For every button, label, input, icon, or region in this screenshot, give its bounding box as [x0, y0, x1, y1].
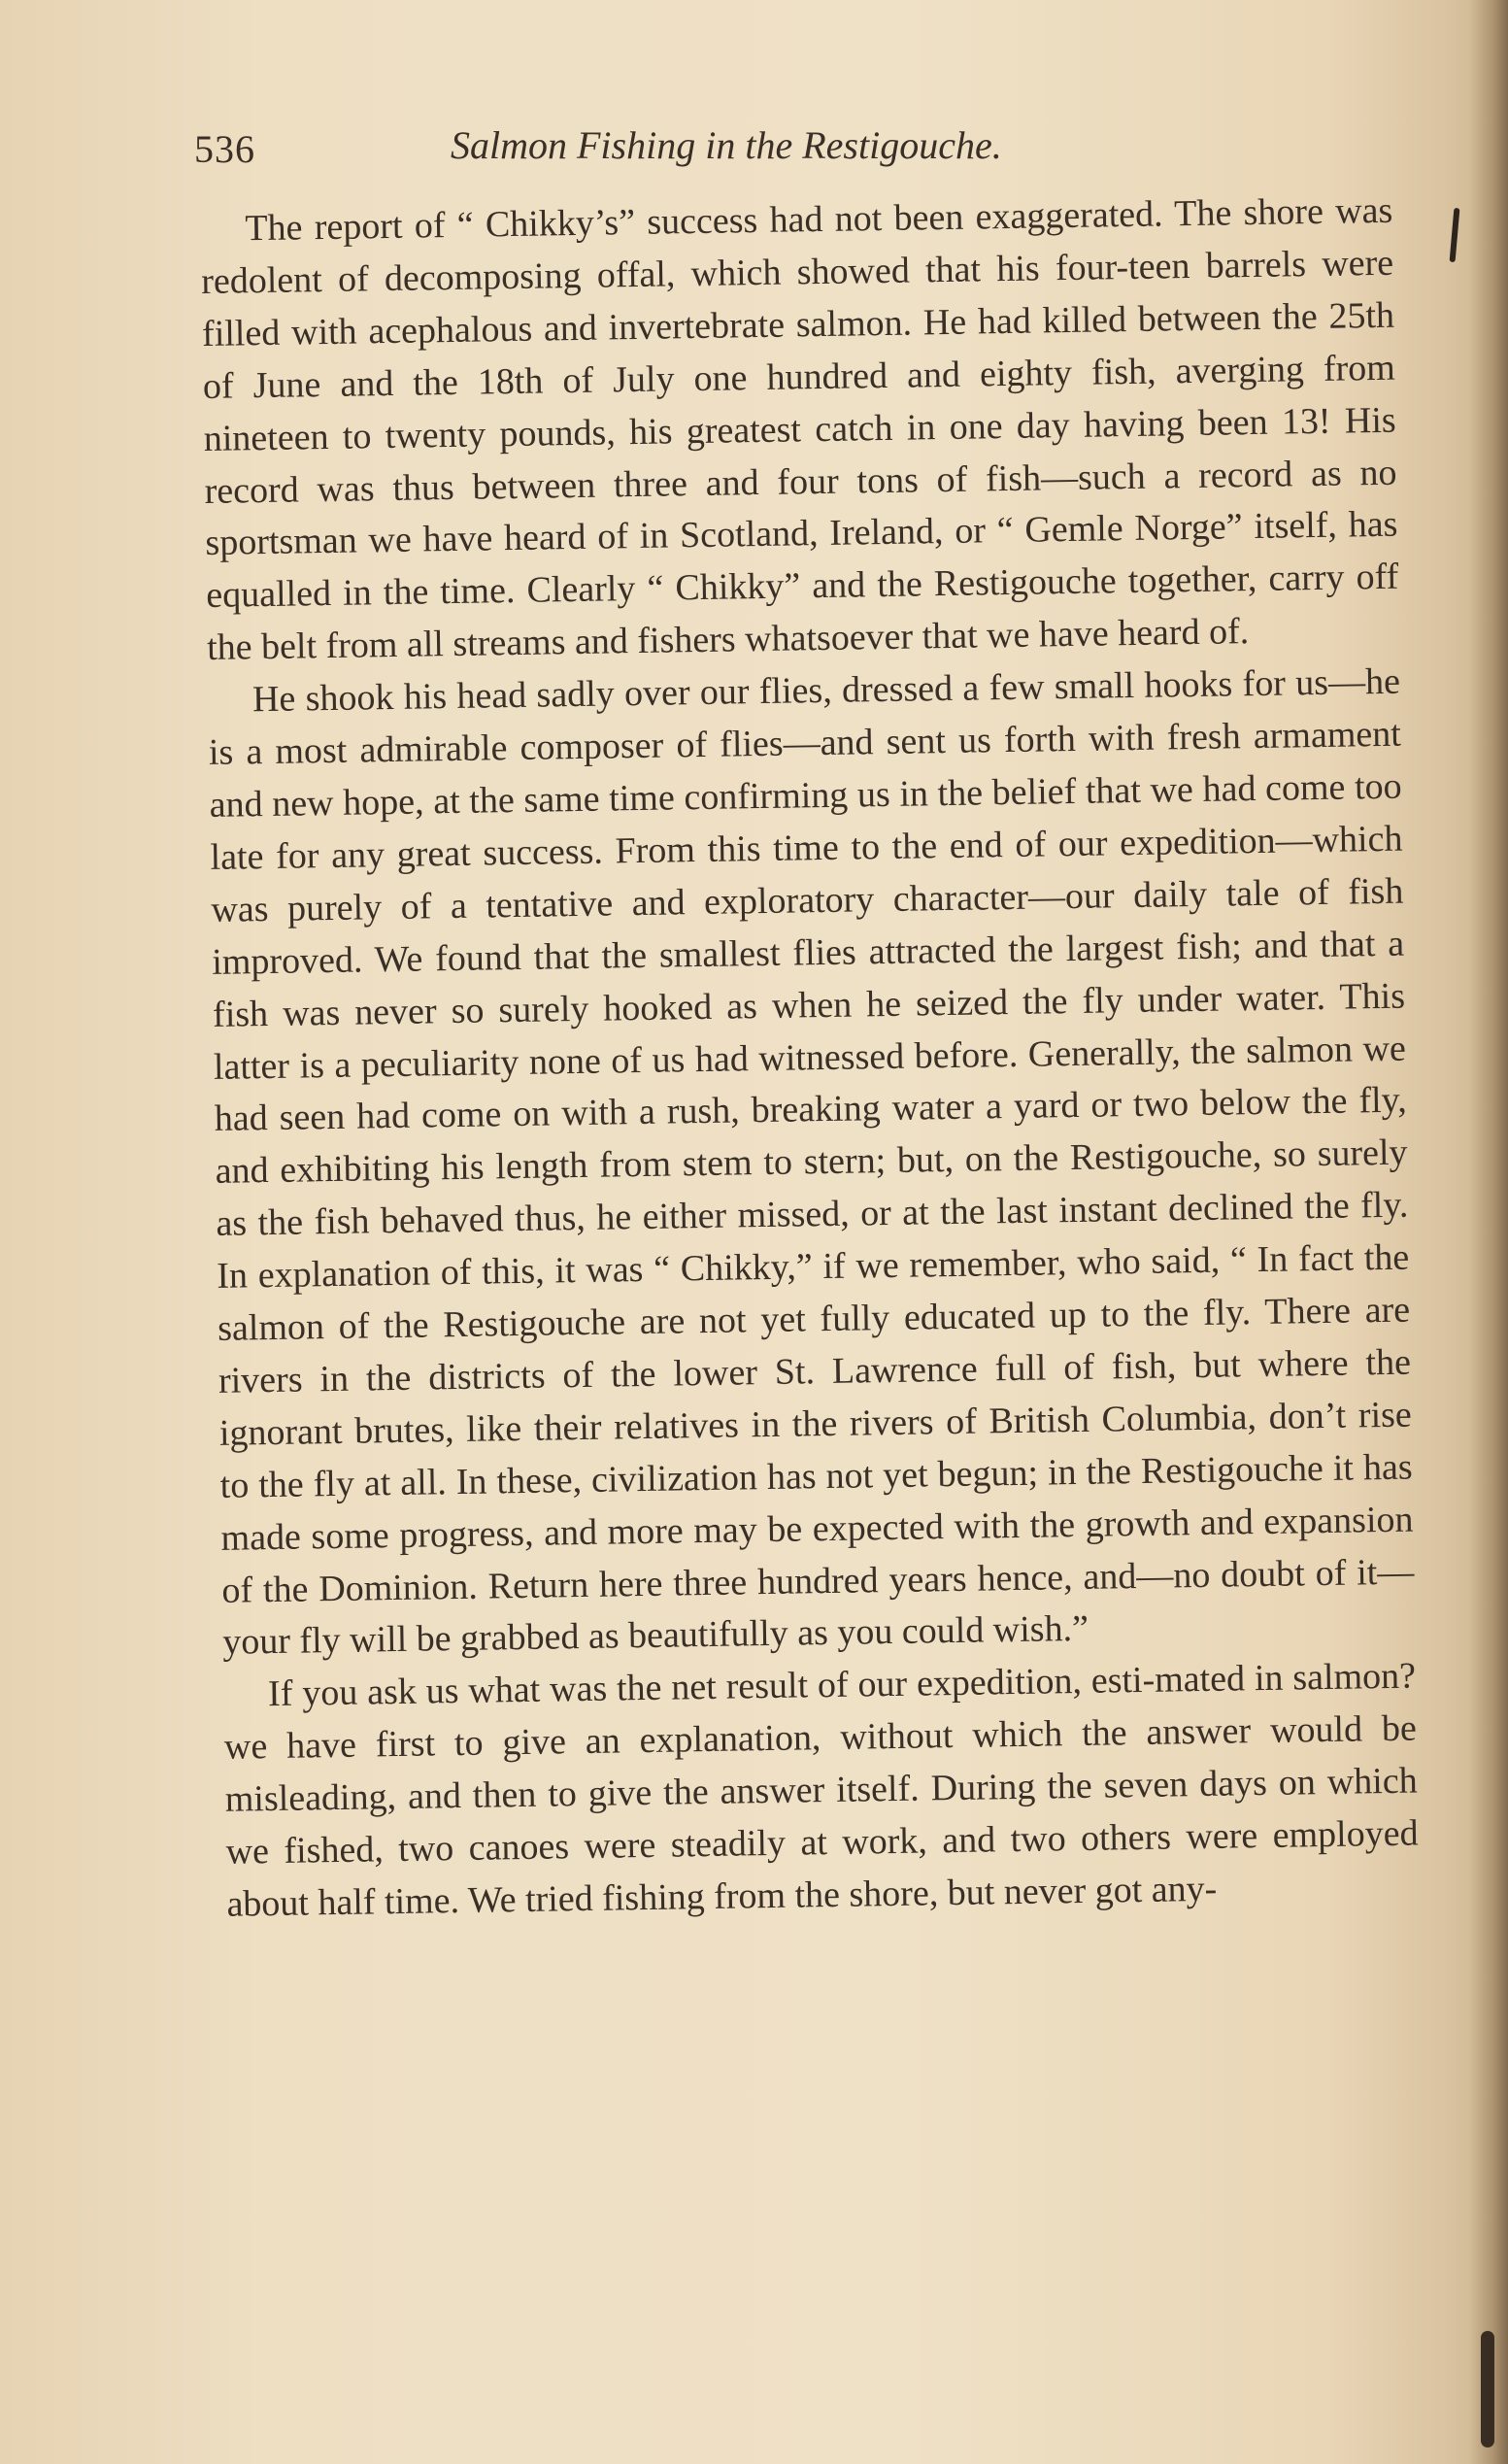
paragraph-2: He shook his head sadly over our flies, dressed a few small hooks for us—he is a most admirable composer of flies—and sent us forth with fresh armament and new hope, at the same time confirming us in the belief that we had come too late for any great success. From this time to the end of our expedition—which was purely of a tentative and exploratory character—our daily tale of fish improved. We found that the smallest flies attracted the largest fish; and that a fish was never so surely hooked as when he seized the fly under water. This latter is a peculiarity none of us had witnessed before. Generally, the salmon we had seen had come on with a rush, breaking water a yard or two below the fly, and exhibiting his length from stem to stern; but, on the Restigouche, so surely as the fish behaved thus, he either missed, or at the last instant declined the fly. In explanation of this, it was “ Chikky,” if we remember, who said, “ In fact the salmon of the Restigouche are not yet fully educated up to the fly. There are rivers in the districts of the lower St. Lawrence full of fish, but where the ignorant brutes, like their relatives in the rivers of British Columbia, don’t rise to the fly at all. In these, civilization has not yet begun; in the Restigouche it has made some progress, and more may be expected with the growth and expansion of the Dominion. Return here three hundred years hence, and—no doubt of it—your fly will be grabbed as beautifully as you could wish.” [208, 660, 1415, 1664]
page-number: 536 [194, 127, 255, 171]
running-title: Salmon Fishing in the Restigouche. [451, 123, 1002, 167]
running-head [194, 120, 1457, 179]
ink-smudge [1481, 2331, 1494, 2447]
page-edge-shadow [1469, 0, 1508, 2464]
paragraph-3: If you ask us what was the net result of our expedition, esti-mated in salmon? we have first to give an explanation, without which the answer would be misleading, and then to give the answer itself. During the seven days on which we fished, two canoes were steadily at work, and two others were employed about half time. We tried fishing from the shore, but never got any- [223, 1655, 1419, 1925]
paragraph-1: The report of “ Chikky’s” success had not been exaggerated. The shore was redolent of decomposing offal, which showed that his four-teen barrels were filled with acephalous and invertebrate salmon. He had killed between the 25th of June and the 18th of July one hundred and eighty fish, averging from nineteen to twenty pounds, his greatest catch in one day having been 13! His record was thus between three and four tons of fish—such a record as no sportsman we have heard of in Scotland, Ireland, or “ Gemle Norge” itself, has equalled in the time. Clearly “ Chikky” and the Restigouche together, carry off the belt from all streams and fishers whatsoever that we have heard of. [200, 189, 1399, 669]
margin-bracket-mark [1450, 208, 1460, 262]
body-text [200, 186, 1420, 1932]
